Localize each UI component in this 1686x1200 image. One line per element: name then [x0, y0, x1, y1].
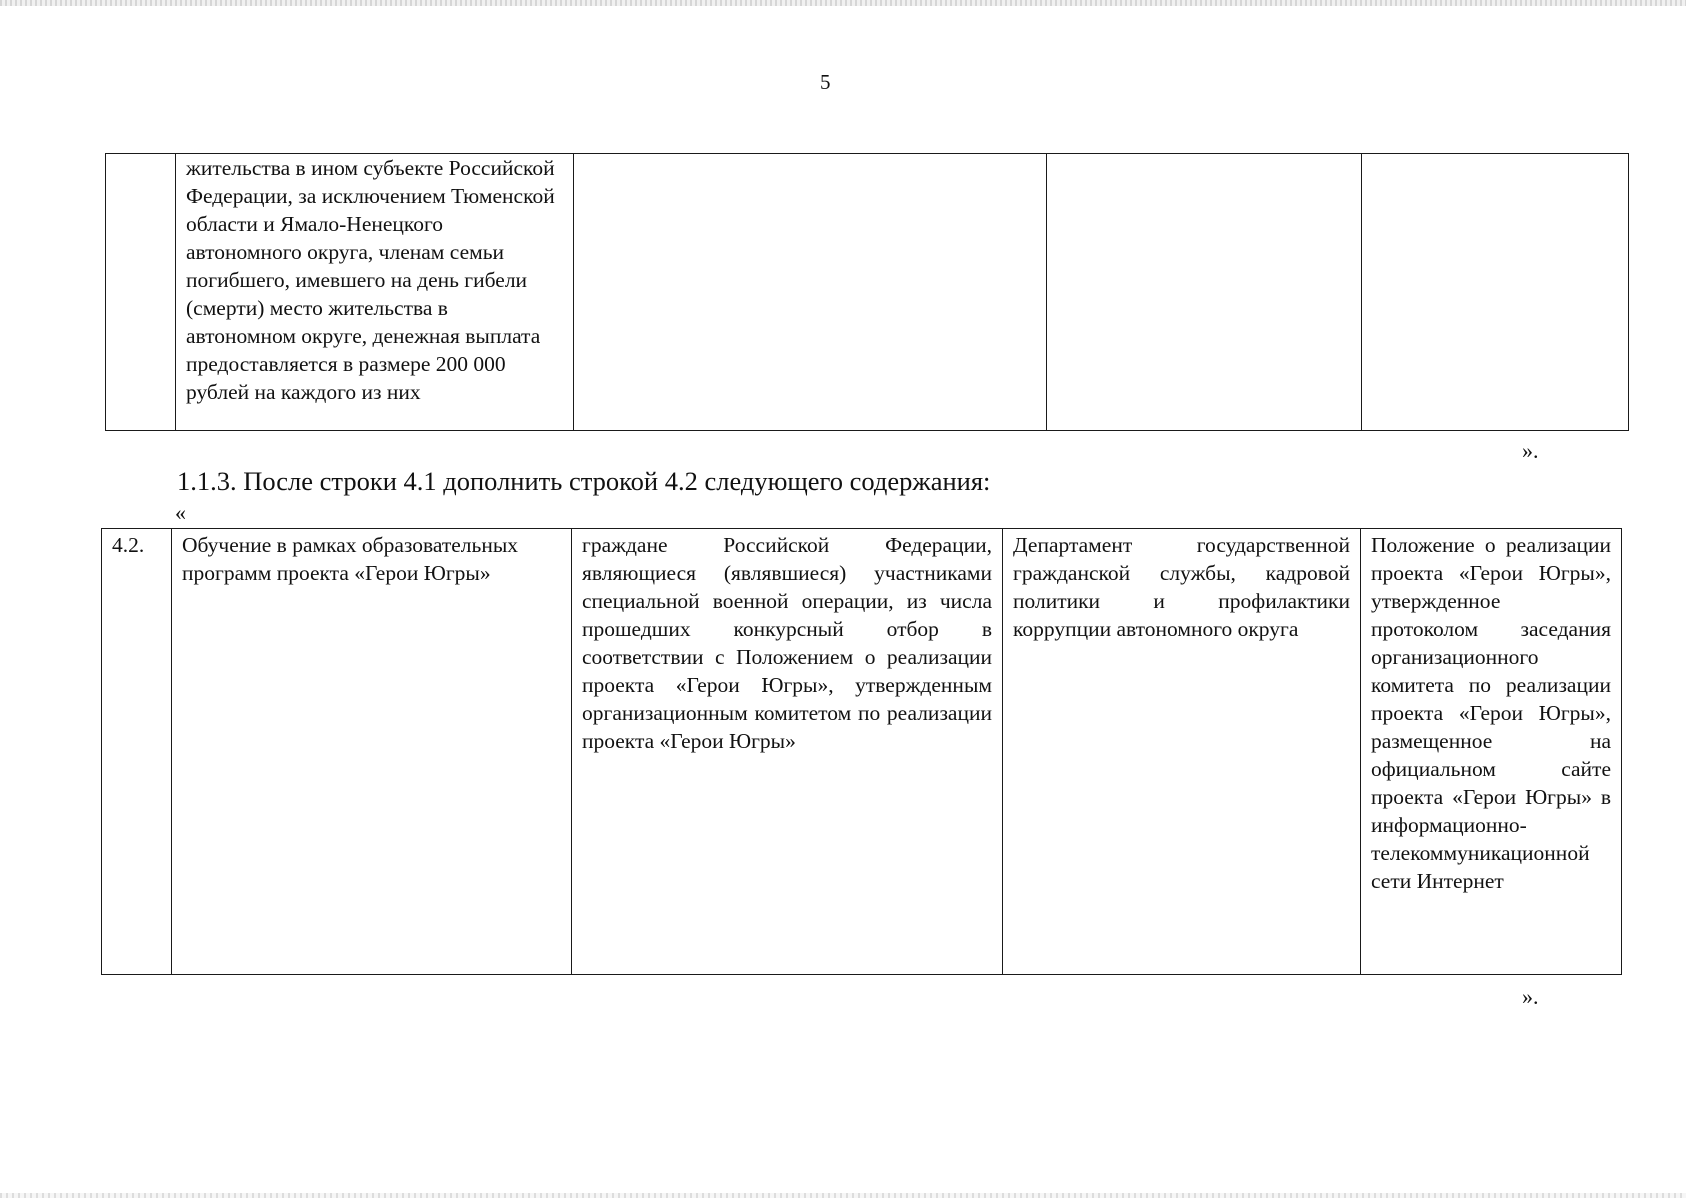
basis-cell: [1362, 154, 1629, 431]
table-row: [106, 154, 1629, 431]
basis-cell: [1361, 529, 1622, 975]
row-number-cell: [106, 154, 176, 431]
row-number: 4.2.: [112, 533, 145, 557]
scan-edge-bottom: [0, 1193, 1686, 1198]
measure-name-cell: [176, 154, 574, 431]
closing-quote: ».: [1522, 984, 1539, 1009]
recipients: [574, 154, 1046, 156]
measure-name: жительства в ином субъекте Российской Федерации, за исключением Тюменской области и Ямало-Ненецкого автономного округа, членам семьи погибшего, имевшего на день гибели (смерти) место жительства в автономном округе, денежная выплата предоставляется в размере 200 000 рублей на каждого из них: [186, 156, 555, 404]
amendment-heading: 1.1.3. После строки 4.1 дополнить строкой 4.2 следующего содержания:: [177, 466, 991, 496]
recipients-cell: [574, 154, 1047, 431]
responsible-cell: [1047, 154, 1362, 431]
measure-name-cell: [172, 529, 572, 975]
legal-basis: Положение о реализации проекта «Герои Югры», утвержденное протоколом заседания организационного комитета по реализации проекта «Герои Югры», размещенное на официальном сайте проекта «Герои Югры» в информационно-телекоммуникационной сети Интернет: [1371, 533, 1611, 893]
row-number-cell: [102, 529, 172, 975]
page-number: 5: [820, 70, 831, 94]
opening-quote: «: [175, 500, 186, 525]
recipients-cell: [572, 529, 1003, 975]
responsible-body: [1047, 154, 1361, 156]
table-row: [102, 529, 1622, 975]
responsible-cell: [1003, 529, 1361, 975]
amendment-table: [101, 528, 1622, 975]
row-number: [106, 154, 175, 156]
scan-edge-top: [0, 0, 1686, 6]
legal-basis: [1362, 154, 1628, 156]
recipients: граждане Российской Федерации, являющиеся (являвшиеся) участниками специальной военной операции, из числа прошедших конкурсный отбор в соответствии с Положением о реализации проекта «Герои Югры», утвержденным организационным комитетом по реализации проекта «Герои Югры»: [582, 533, 992, 753]
responsible-body: Департамент государственной гражданской службы, кадровой политики и профилактики коррупции автономного округа: [1013, 533, 1350, 641]
measure-name: Обучение в рамках образовательных программ проекта «Герои Югры»: [182, 533, 519, 585]
continuation-table: [105, 153, 1629, 431]
closing-quote: ».: [1522, 438, 1539, 463]
